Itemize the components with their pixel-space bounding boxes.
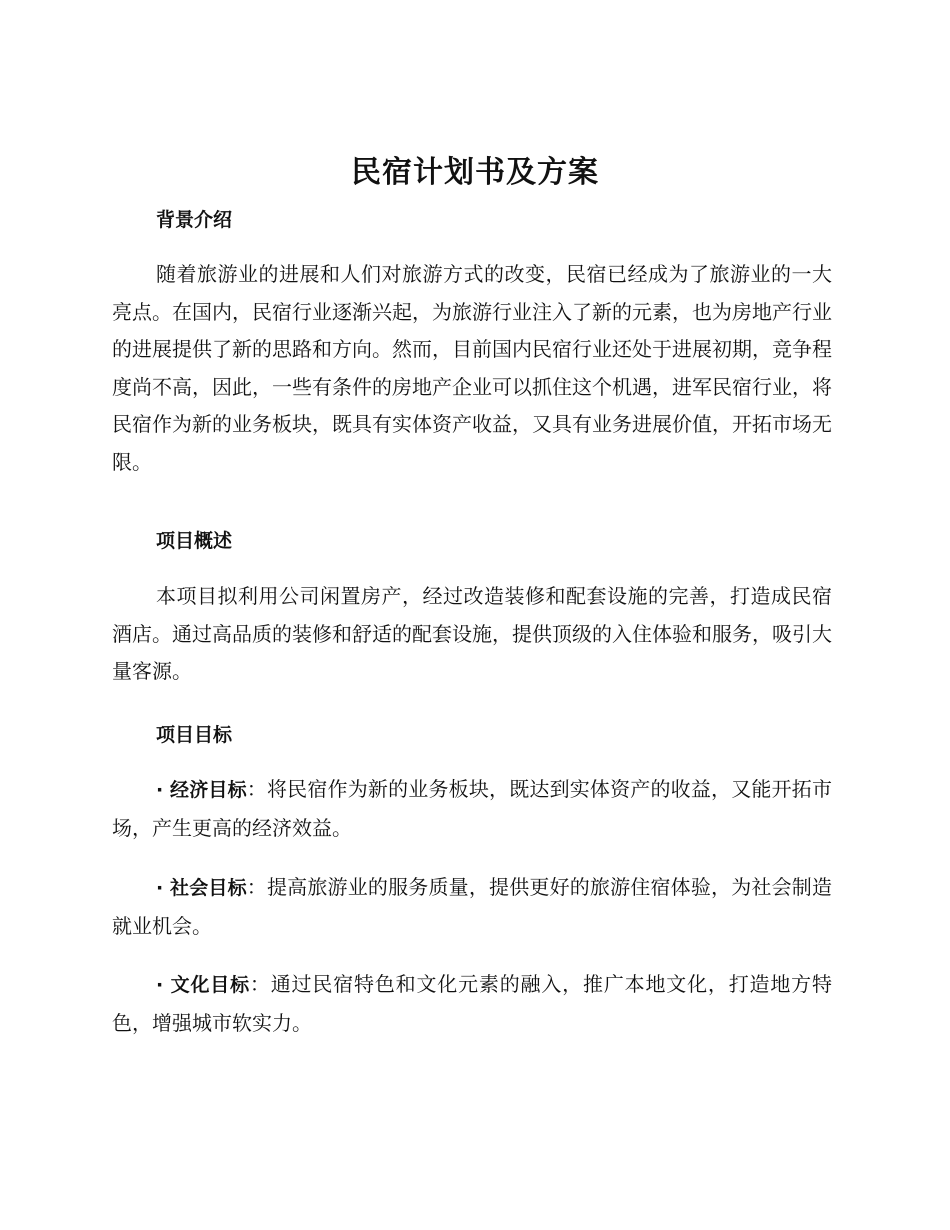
section-heading-background: 背景介绍 bbox=[156, 209, 233, 231]
goal-cultural bbox=[112, 966, 832, 1042]
goal-economic-text: ：将民宿作为新的业务板块，既达到实体资产的收益，又能开拓市场，产生更高的经济效益。 bbox=[112, 777, 832, 840]
section-heading-goals: 项目目标 bbox=[156, 724, 233, 746]
paragraph-background: 随着旅游业的进展和人们对旅游方式的改变，民宿已经成为了旅游业的一大亮点。在国内，民宿行业逐渐兴起，为旅游行业注入了新的元素，也为房地产行业的进展提供了新的思路和方向。然而，目前国内民宿行业还处于进展初期，竞争程度尚不高，因此，一些有条件的房地产企业可以抓住这个机遇，进军民宿行业，将民宿作为新的业务板块，既具有实体资产收益，又具有业务进展价值，开拓市场无限。 bbox=[112, 262, 832, 474]
document-title: 民宿计划书及方案 bbox=[351, 155, 599, 190]
goal-cultural-text: ：通过民宿特色和文化元素的融入，推广本地文化，打造地方特色，增强城市软实力。 bbox=[112, 972, 832, 1035]
goal-social-label: · 社会目标 bbox=[156, 877, 247, 899]
goal-social bbox=[112, 869, 832, 945]
goal-economic-label: · 经济目标 bbox=[156, 779, 247, 801]
goal-economic bbox=[112, 771, 832, 847]
goal-social-text: ：提高旅游业的服务质量，提供更好的旅游住宿体验，为社会制造就业机会。 bbox=[112, 875, 832, 938]
section-heading-overview: 项目概述 bbox=[156, 530, 233, 552]
goal-cultural-label: · 文化目标 bbox=[156, 974, 250, 996]
paragraph-overview: 本项目拟利用公司闲置房产，经过改造装修和配套设施的完善，打造成民宿酒店。通过高品质的装修和舒适的配套设施，提供顶级的入住体验和服务，吸引大量客源。 bbox=[112, 584, 832, 684]
